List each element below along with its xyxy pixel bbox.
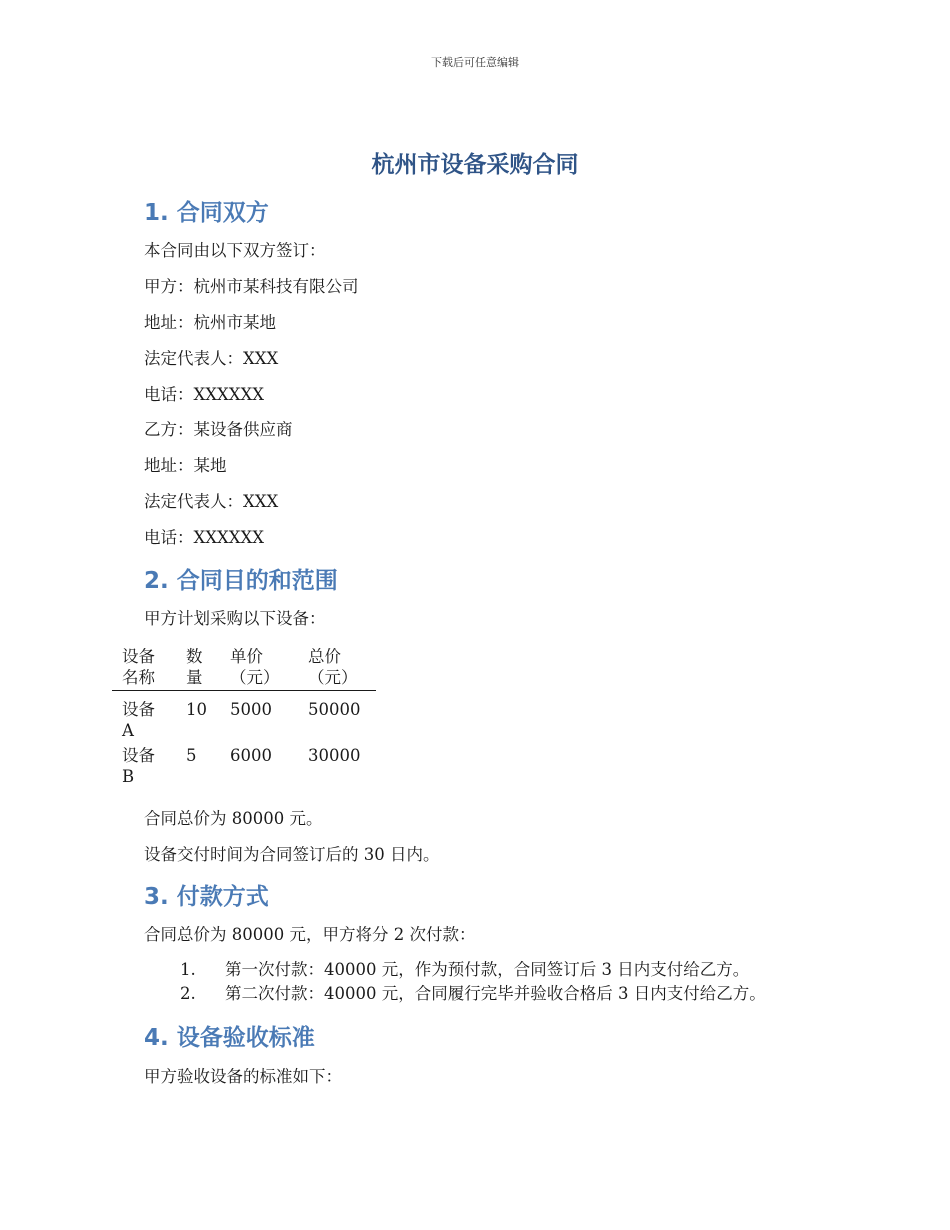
table-cell: 5: [186, 746, 197, 765]
table-cell: 30000: [308, 746, 361, 765]
table-header-row: [112, 644, 376, 691]
party-b-phone: 电话：XXXXXX: [144, 528, 264, 547]
list-item-text: 第一次付款：40000 元，作为预付款，合同签订后 3 日内支付给乙方。: [225, 960, 750, 979]
equipment-table: [112, 644, 376, 788]
table-cell: 50000: [308, 700, 361, 719]
contract-total: 合同总价为 80000 元。: [144, 809, 323, 828]
list-item-number: 1.: [180, 960, 196, 979]
section-3-intro: 合同总价为 80000 元，甲方将分 2 次付款：: [144, 925, 476, 944]
page-header-note: 下载后可任意编辑: [431, 56, 519, 69]
list-item-number: 2.: [180, 984, 196, 1003]
table-header-cell: 数 量: [186, 647, 203, 687]
party-b-address: 地址：某地: [144, 456, 227, 475]
table-cell: 10: [186, 700, 207, 719]
section-1-line: 本合同由以下双方签订：: [144, 241, 326, 260]
section-1-heading: 1. 合同双方: [144, 200, 269, 226]
party-b-representative: 法定代表人：XXX: [144, 492, 279, 511]
table-header-cell: 单价 （元）: [230, 647, 280, 687]
table-row: [112, 742, 376, 788]
section-3-heading: 3. 付款方式: [144, 884, 269, 910]
section-2-heading: 2. 合同目的和范围: [144, 568, 338, 594]
list-item: [180, 982, 766, 1006]
table-header-cell: 设备 名称: [122, 647, 155, 687]
table-cell: 5000: [230, 700, 272, 719]
party-a-phone: 电话：XXXXXX: [144, 385, 264, 404]
party-a-representative: 法定代表人：XXX: [144, 349, 279, 368]
payment-list: [180, 958, 766, 1006]
party-a-address: 地址：杭州市某地: [144, 313, 276, 332]
table-header-cell: 总价 （元）: [308, 647, 358, 687]
table-row: [112, 696, 376, 742]
table-cell: 6000: [230, 746, 272, 765]
list-item: [180, 958, 766, 982]
table-cell: 设备 A: [122, 700, 155, 740]
section-4-heading: 4. 设备验收标准: [144, 1025, 315, 1051]
party-b-name: 乙方：某设备供应商: [144, 420, 293, 439]
table-cell: 设备 B: [122, 746, 155, 786]
delivery-time: 设备交付时间为合同签订后的 30 日内。: [144, 845, 440, 864]
list-item-text: 第二次付款：40000 元，合同履行完毕并验收合格后 3 日内支付给乙方。: [225, 984, 766, 1003]
document-title: 杭州市设备采购合同: [371, 152, 579, 178]
section-2-intro: 甲方计划采购以下设备：: [144, 609, 326, 628]
party-a-name: 甲方：杭州市某科技有限公司: [144, 277, 359, 296]
section-4-intro: 甲方验收设备的标准如下：: [144, 1067, 342, 1086]
